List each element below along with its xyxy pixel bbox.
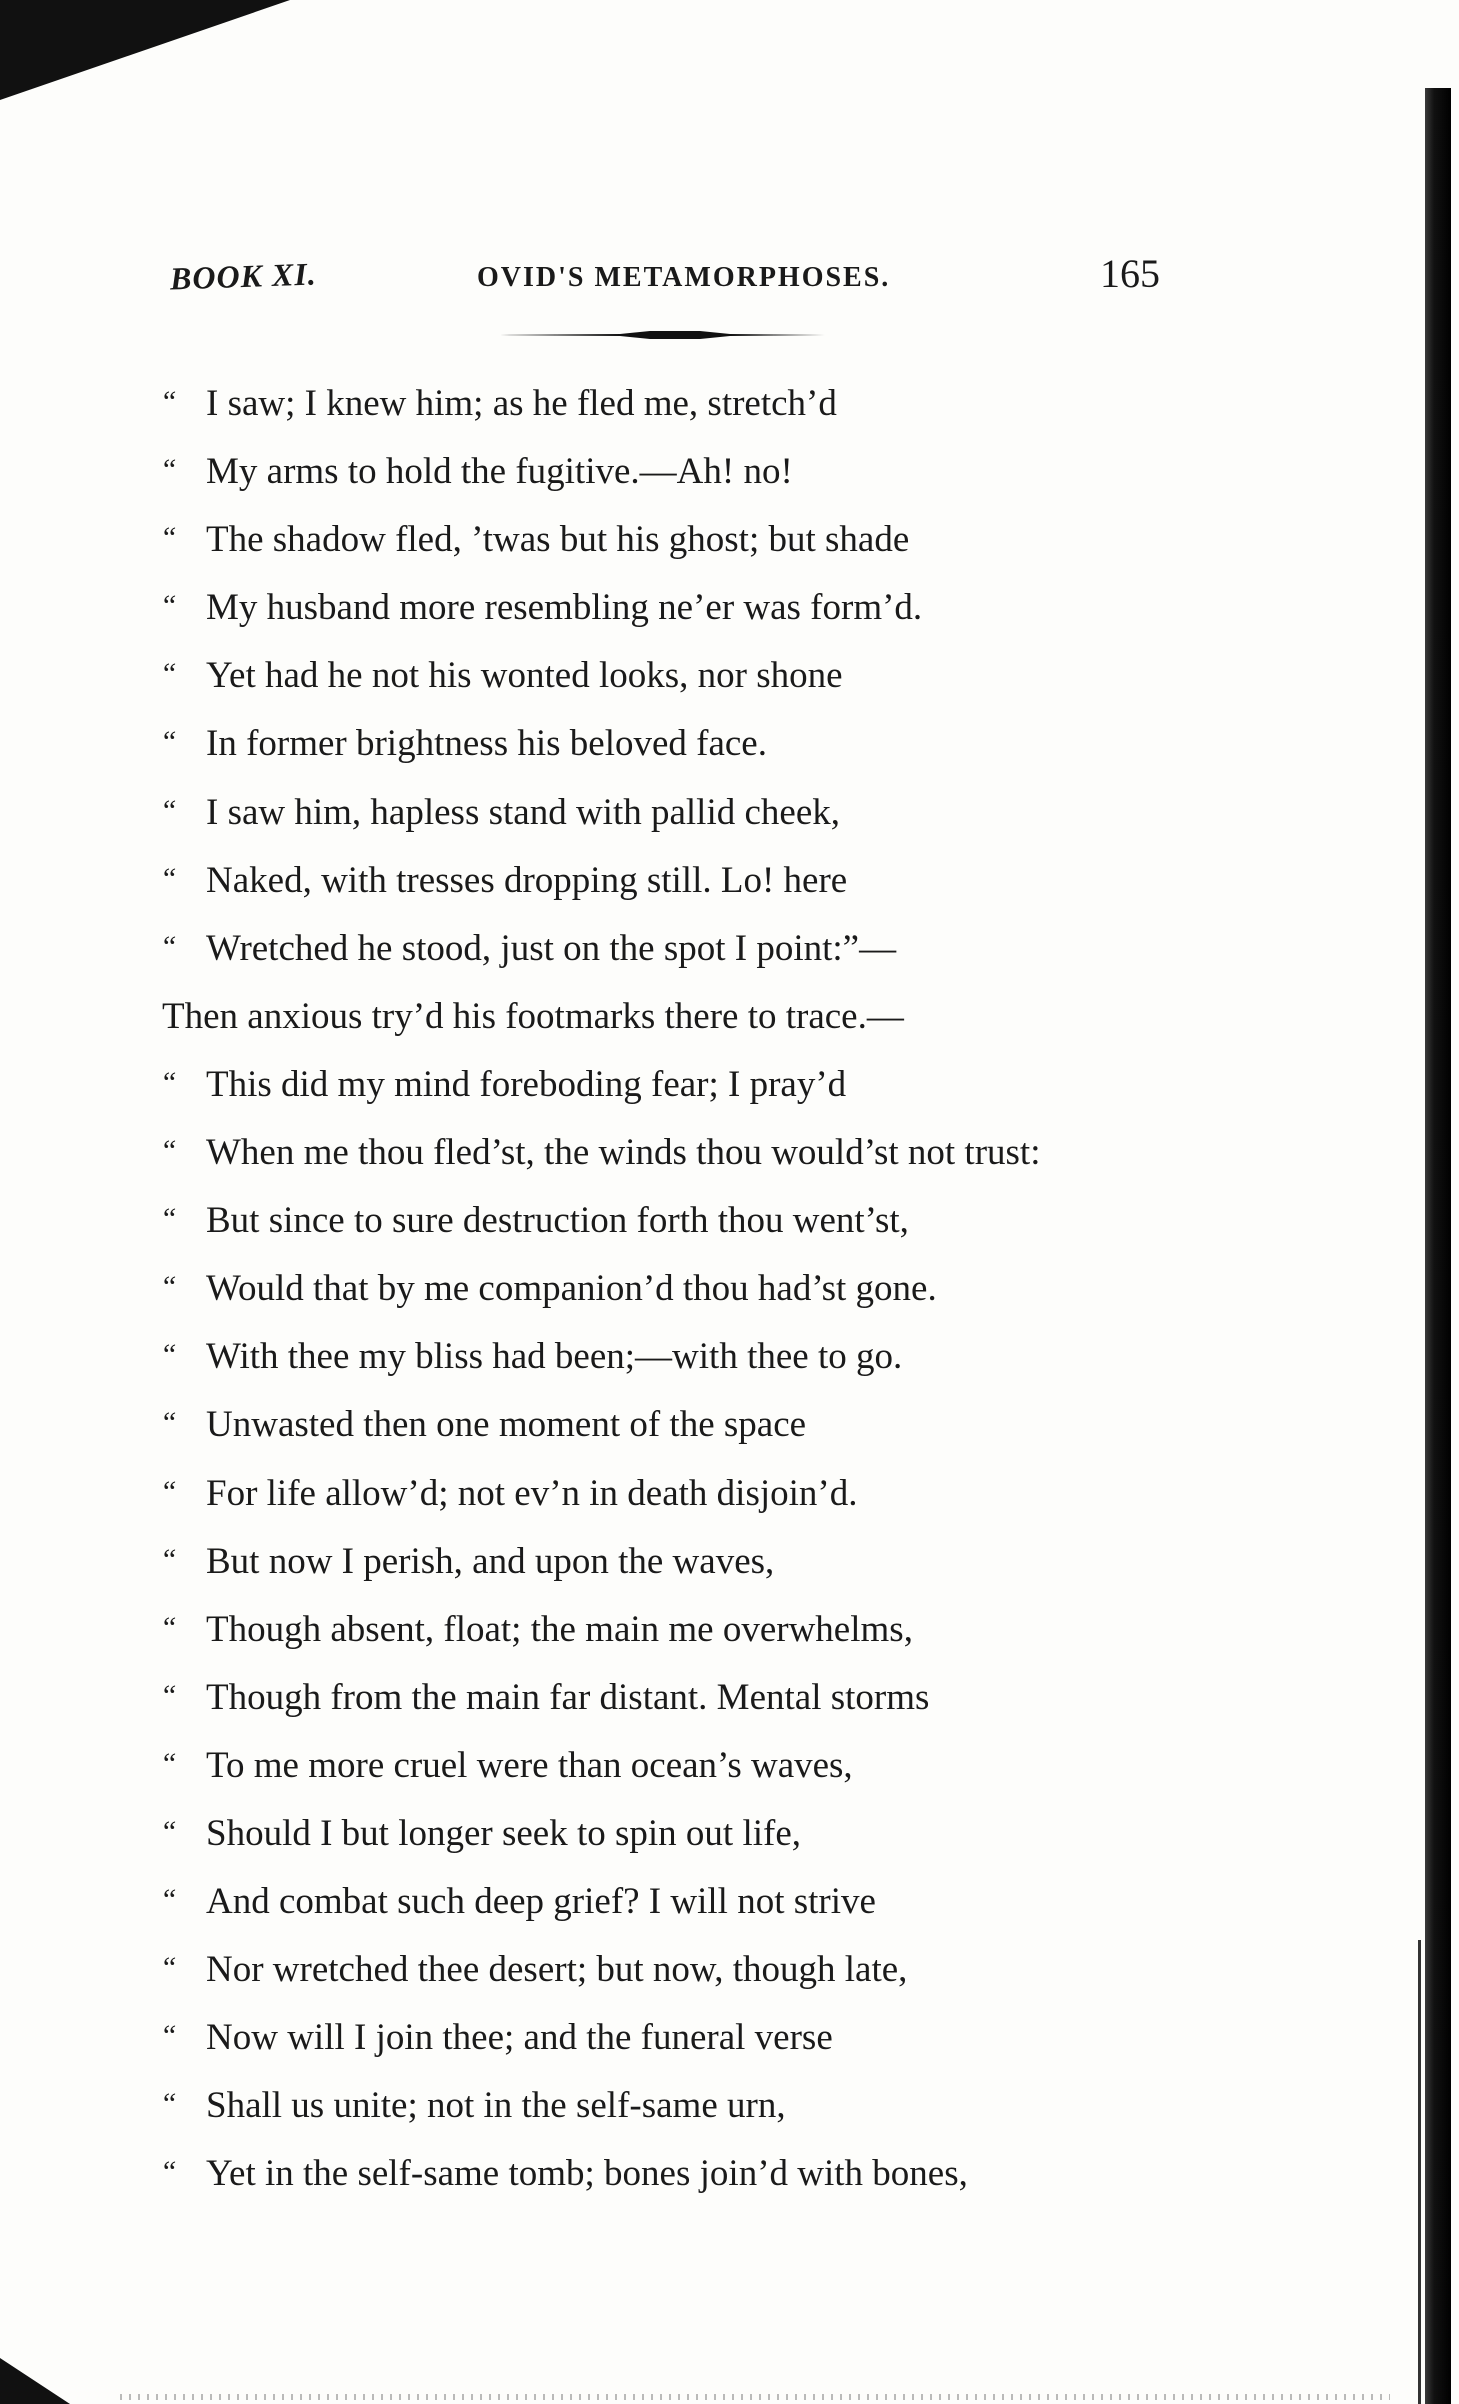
verse-line	[160, 574, 1210, 642]
verse-line	[160, 1732, 1210, 1800]
verse-line	[160, 1868, 1210, 1936]
verse-line-text: But now I perish, and upon the waves,	[206, 1540, 775, 1582]
opening-quote-mark: “	[160, 2019, 177, 2053]
verse-text-block	[160, 370, 1210, 2209]
opening-quote-mark: “	[160, 1746, 177, 1780]
opening-quote-mark: “	[160, 2155, 177, 2189]
verse-line-text: Shall us unite; not in the self-same urn,	[206, 2085, 786, 2127]
verse-line	[160, 1596, 1210, 1664]
verse-line-text: Unwasted then one moment of the space	[206, 1404, 807, 1446]
verse-line-text: But since to sure destruction forth thou went’st,	[206, 1200, 909, 1242]
verse-line-text: This did my mind foreboding fear; I pray’d	[206, 1063, 847, 1105]
verse-line	[160, 983, 1210, 1051]
verse-line	[160, 1255, 1210, 1323]
verse-line-text: To me more cruel were than ocean’s waves,	[206, 1744, 853, 1786]
verse-line	[160, 1119, 1210, 1187]
verse-line-text: When me thou fled’st, the winds thou would’st not trust:	[206, 1132, 1041, 1174]
opening-quote-mark: “	[160, 1474, 177, 1508]
verse-line-text: Now will I join thee; and the funeral verse	[206, 2017, 833, 2059]
opening-quote-mark: “	[160, 1678, 177, 1712]
verse-line	[160, 1800, 1210, 1868]
verse-line-text: For life allow’d; not ev’n in death disjoin’d.	[206, 1472, 858, 1514]
verse-line	[160, 642, 1210, 710]
opening-quote-mark: “	[160, 1338, 177, 1372]
verse-line-text: Though from the main far distant. Mental storms	[206, 1676, 930, 1718]
page-edge-line	[1418, 1940, 1421, 2404]
page-edge-shadow	[1425, 88, 1451, 2404]
verse-line-text: Yet had he not his wonted looks, nor shone	[206, 655, 843, 697]
verse-line	[160, 370, 1210, 438]
verse-line	[160, 1936, 1210, 2004]
opening-quote-mark: “	[160, 385, 177, 418]
running-title: OVID'S METAMORPHOSES.	[477, 262, 891, 293]
opening-quote-mark: “	[160, 1542, 177, 1576]
verse-line-text: And combat such deep grief? I will not strive	[206, 1881, 876, 1923]
opening-quote-mark: “	[160, 657, 177, 691]
verse-line	[160, 1460, 1210, 1528]
verse-line-text: The shadow fled, ’twas but his ghost; but shade	[206, 519, 910, 561]
opening-quote-mark: “	[160, 725, 177, 759]
header-ornament-rule	[500, 328, 825, 342]
verse-line	[160, 2004, 1210, 2072]
verse-line-text: Then anxious try’d his footmarks there to trace.—	[162, 995, 904, 1037]
opening-quote-mark: “	[160, 1134, 177, 1168]
opening-quote-mark: “	[160, 793, 177, 827]
opening-quote-mark: “	[160, 521, 177, 555]
scan-bottom-noise	[120, 2394, 1390, 2400]
opening-quote-mark: “	[160, 453, 177, 487]
verse-line	[160, 1664, 1210, 1732]
verse-line	[160, 779, 1210, 847]
verse-line	[160, 438, 1210, 506]
verse-line-text: I saw; I knew him; as he fled me, stretch’d	[206, 383, 837, 424]
verse-line	[160, 915, 1210, 983]
verse-line-text: Yet in the self-same tomb; bones join’d with bones,	[206, 2153, 968, 2195]
book-label: BOOK XI.	[169, 255, 318, 297]
page-number: 165	[1100, 251, 1160, 296]
opening-quote-mark: “	[160, 1610, 177, 1644]
verse-line	[160, 2140, 1210, 2208]
opening-quote-mark: “	[160, 2087, 177, 2121]
verse-line	[160, 506, 1210, 574]
verse-line	[160, 1391, 1210, 1459]
opening-quote-mark: “	[160, 589, 177, 623]
opening-quote-mark: “	[160, 1270, 177, 1304]
verse-line-text: Though absent, float; the main me overwhelms,	[206, 1608, 913, 1650]
opening-quote-mark: “	[160, 861, 177, 895]
verse-line-text: Wretched he stood, just on the spot I point:”—	[206, 927, 897, 969]
verse-line	[160, 2072, 1210, 2140]
opening-quote-mark: “	[160, 1814, 177, 1848]
verse-line-text: Should I but longer seek to spin out life,	[206, 1812, 802, 1854]
verse-line-text: Naked, with tresses dropping still. Lo! here	[206, 859, 848, 901]
verse-line	[160, 1528, 1210, 1596]
verse-line	[160, 847, 1210, 915]
opening-quote-mark: “	[160, 1065, 177, 1099]
scan-corner-shadow	[0, 0, 290, 100]
verse-line	[160, 1051, 1210, 1119]
opening-quote-mark: “	[160, 1883, 177, 1917]
verse-line-text: My husband more resembling ne’er was form’d.	[206, 587, 923, 629]
verse-line-text: In former brightness his beloved face.	[206, 723, 767, 765]
opening-quote-mark: “	[160, 1202, 177, 1236]
verse-line-text: With thee my bliss had been;—with thee to go.	[206, 1336, 903, 1378]
scan-corner-shadow-bottom	[0, 2358, 70, 2404]
opening-quote-mark: “	[160, 929, 177, 963]
opening-quote-mark: “	[160, 1951, 177, 1985]
verse-line	[160, 1323, 1210, 1391]
verse-line	[160, 1187, 1210, 1255]
verse-line-text: Nor wretched thee desert; but now, though late,	[206, 1949, 908, 1991]
running-header	[165, 250, 1175, 310]
verse-line-text: Would that by me companion’d thou had’st gone.	[206, 1268, 937, 1310]
verse-line-text: My arms to hold the fugitive.—Ah! no!	[206, 451, 793, 493]
verse-line-text: I saw him, hapless stand with pallid cheek,	[206, 791, 841, 833]
verse-line	[160, 710, 1210, 778]
opening-quote-mark: “	[160, 1406, 177, 1440]
